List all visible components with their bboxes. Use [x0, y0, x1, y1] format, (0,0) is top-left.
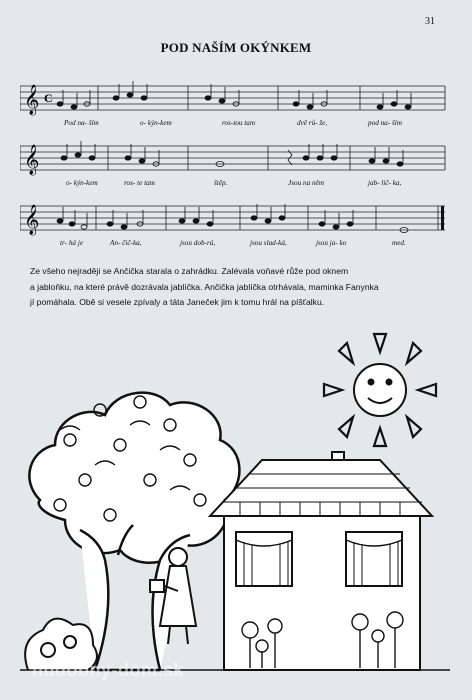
notes-line-2 [61, 141, 403, 167]
treble-clef-icon: 𝄞 [24, 145, 40, 174]
music-staff-1 [20, 78, 450, 138]
song-title: POD NAŠÍM OKÝNKEM [160, 40, 312, 55]
notes-line-1 [57, 81, 411, 109]
page-number: 31 [425, 16, 435, 27]
tree-canopy [29, 393, 239, 563]
music-staff-3 [20, 198, 450, 258]
watermark: hudobny-dom.sk [32, 660, 184, 680]
house [210, 452, 432, 670]
sun-icon [324, 334, 436, 446]
music-staff-2 [20, 138, 450, 198]
songbook-page: 31 POD NAŠÍM OKÝNKEM 𝄞 C Pod na- ším o- kýn-kem ros-tou tam dvě rů- že, pod na- ším 𝄞 o- kýn-kem ros- te tam štěp. Jsou na něm jab- lič- ka, 𝄞 tr- há je An- čič-ka, jsou dob-rá, jsou slad-ká, jsou ja- ko med. Ze všeho nejraději se Ančička starala o zahrádku. Zalévala voňavé růže pod oknem a jabloňku, na které právě dozrávala jablíčka. Ančička jablíčka otrhávala, maminka Fanynka jí pomáhala. Obě si vesele zpívaly a táta Janeček jim k tomu hrál na píšťalku. hudobny-dom.sk [0, 0, 472, 700]
treble-clef-icon: 𝄞 [24, 205, 40, 234]
svg-text:C: C [44, 91, 53, 105]
treble-clef-icon: 𝄞 [24, 85, 40, 114]
story-paragraph: Ze všeho nejraději se Ančička starala o zahrádku. Zalévala voňavé růže pod oknem a jabloňku, na které právě dozrávala jablíčka. Ančička jablíčka otrhávala, maminka Fanynka jí pomáhala. Obě si vesele zpívaly a táta Janeček jim k tomu hrál na píšťalku. [30, 266, 379, 307]
garden-illustration [0, 330, 472, 700]
